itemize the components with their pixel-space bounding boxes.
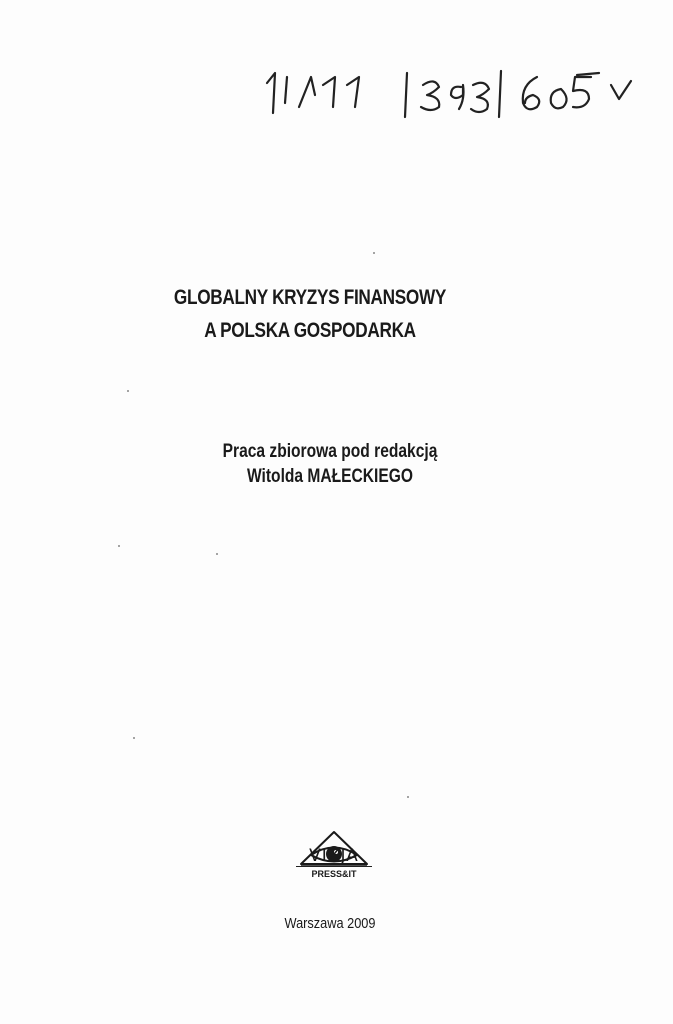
imprint-place-year: Warszawa 2009: [284, 915, 376, 932]
scan-speck: [133, 737, 135, 739]
editor-credit-line-1: Praca zbiorowa pod redakcją: [222, 441, 438, 462]
book-title-line-2: A POLSKA GOSPODARKA: [204, 319, 416, 342]
scan-speck: [118, 545, 120, 547]
handwritten-shelf-mark: [255, 55, 635, 130]
publisher-name: VIZJA: [309, 846, 359, 866]
scan-speck: [407, 796, 409, 798]
scan-speck: [373, 252, 375, 254]
publisher-subname: PRESS&IT: [296, 866, 372, 880]
book-title-line-1: GLOBALNY KRYZYS FINANSOWY: [173, 286, 447, 309]
editor-credit-line-2: Witolda MAŁECKIEGO: [246, 466, 414, 487]
scan-speck: [216, 553, 218, 555]
scan-speck: [127, 390, 129, 392]
